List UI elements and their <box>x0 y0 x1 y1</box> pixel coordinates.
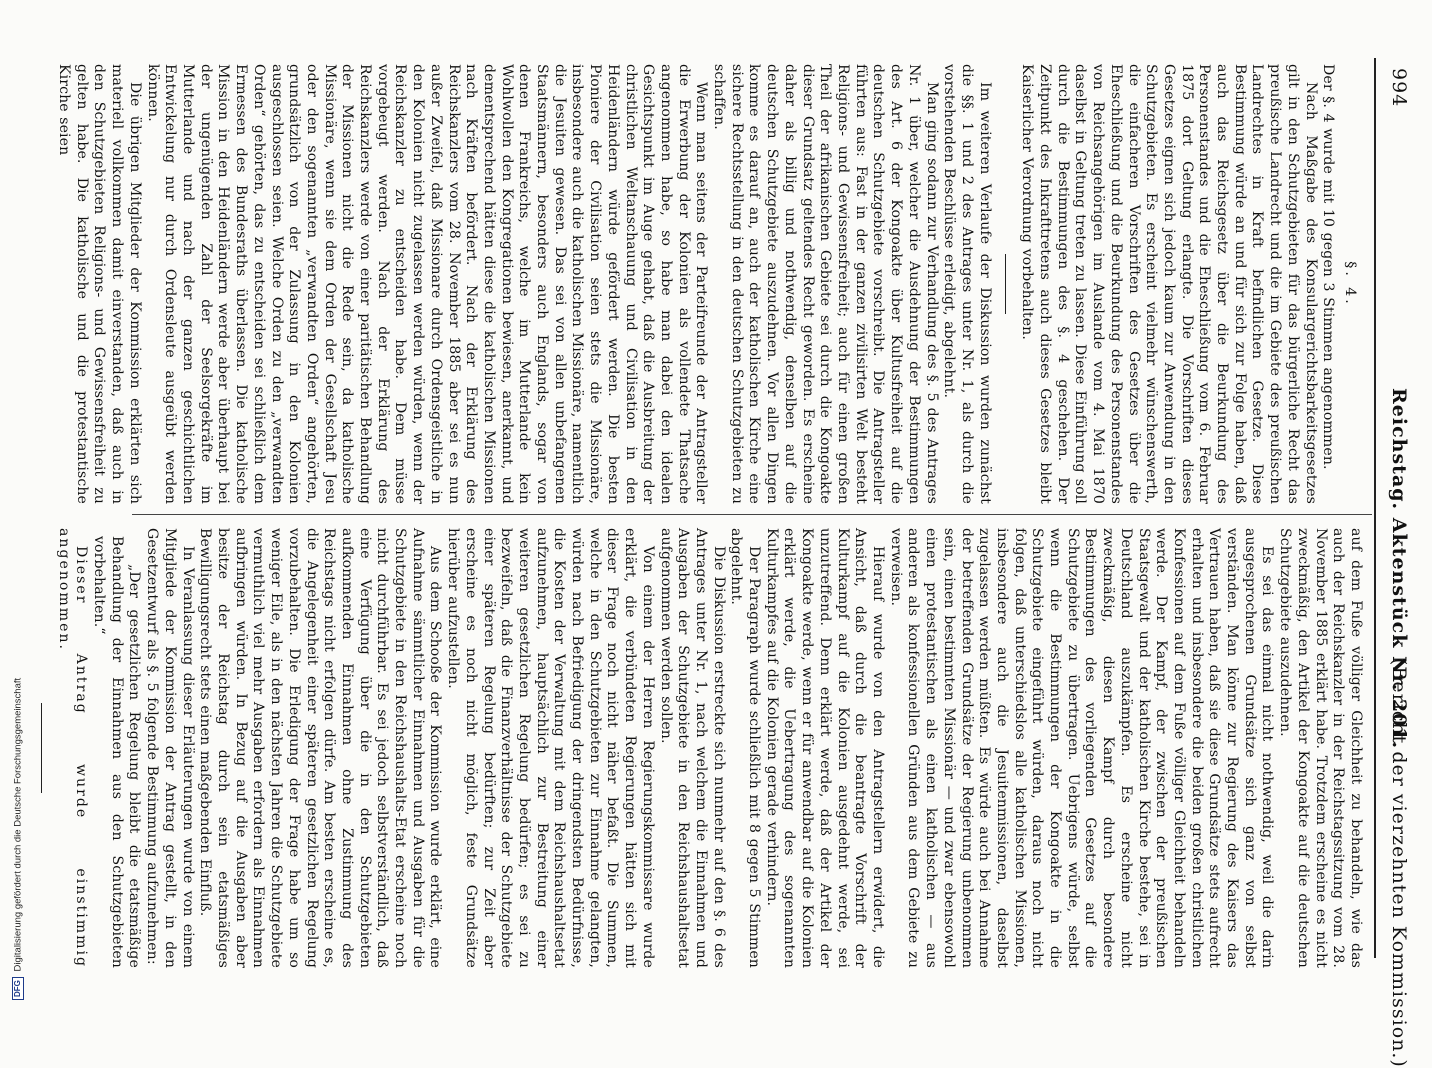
paragraph: Von einem der Herren Regierungskommissare wurde erklärt, die verbündeten Regierungen hätten sich mit dieser Frage noch nicht näher befaßt. Die Summen, welche in den Schutzgebieten zur Einnahme gelangten, würden nach Befriedigung der dringendsten Bedürfnisse, die Kosten der Verwaltung mit dem Reichshaushaltsetat aufzunehmen, hauptsächlich zur Bestreitung einer weiteren gesetzlichen Regelung bedürfen; es sei zu bezweifeln, daß die Finanzverhältnisse der Schutzgebiete einer späteren Regelung bedürften; zur Zeit aber erscheine es noch nicht möglich, feste Grundsätze hierüber aufzustellen. <box>445 528 656 968</box>
section-separator <box>1005 254 1006 314</box>
header-subtitle: (Bericht der vierzehnten Kommission.) <box>1388 658 1410 1068</box>
section-heading: §. 4. <box>1342 261 1358 307</box>
dfg-logo-icon: DFG <box>12 977 24 1000</box>
rotated-document-page <box>55 58 1418 1068</box>
left-column <box>54 64 1364 504</box>
page-number: 994 <box>1388 68 1410 108</box>
section-separator <box>41 703 42 793</box>
paragraph: auf dem Fuße völliger Gleichheit zu behandeln, wie das auch der Reichskanzler in der Reichstagssitzung vom 28. November 1885 erklärt habe. Trotzdem erscheine es nicht zweckmäßig, den Artikel der Kongoakte auf die deutschen Schutzgebiete auszudehnen. <box>1277 528 1364 968</box>
right-column <box>29 528 1364 968</box>
paragraph: Dieser Antrag wurde einstimmig angenommen. <box>55 528 90 968</box>
header-rule <box>1374 58 1376 958</box>
digitization-credit <box>12 600 26 1000</box>
paragraph: Der Paragraph wurde schließlich mit 8 gegen 5 Stimmen abgelehnt. <box>728 528 763 968</box>
paragraph: Der §. 4 wurde mit 10 gegen 3 Stimmen angenommen. <box>1320 64 1337 470</box>
paragraph: In Veranlassung dieser Erläuterungen wurde von einem Mitgliede der Kommission der Antrag gestellt, in den Gesetzentwurf als §. 5 folgende Bestimmung aufzunehmen: <box>144 528 196 968</box>
paragraph: Man ging sodann zur Verhandlung des §. 5 des Antrages Nr. 1 über, welcher die Ausdehnung der Bestimmungen des Art. 6 der Kongoakte über Kultusfreiheit auf die deutschen Schutzgebiete vorschreibt. Die Antragsteller führten aus: Fast in der ganzen zivilisirten Welt besteht Religions- und Gewissensfreiheit; auch für einen großen Theil der afrikanischen Gebiete sei durch die Kongoakte dieser Grundsatz geltendes Recht geworden. Es erscheine daher als billig und nothwendig, denselben auf die deutschen Schutzgebiete auszudehnen. Vor allen Dingen komme es darauf an, auch der katholischen Kirche eine sichere Rechtsstellung in den deutschen Schutzgebieten zu schaffen. <box>711 64 940 504</box>
paragraph: „Der gesetzlichen Regelung bleibt die etatsmäßige Behandlung der Einnahmen aus den Schutzgebieten vorbehalten.“ <box>91 536 143 968</box>
paragraph: Im weiteren Verlaufe der Diskussion wurden zunächst die §§. 1 und 2 des Antrages unter Nr. 1, als durch die vorstehenden Beschlüsse erledigt, abgelehnt. <box>941 64 993 504</box>
credit-text: Digitalisierung gefördert durch die Deutsche Forschungsgemeinschaft <box>12 677 24 972</box>
paragraph: Die übrigen Mitglieder der Kommission erklärten sich materiell vollkommen damit einverstanden, daß auch in den Schutzgebieten Religions- und Gewissensfreiheit zu gelten habe. Die katholische und die protestantische Kirche seien <box>56 64 143 504</box>
paragraph: Wenn man seitens der Parteifreunde der Antragsteller die Erwerbung der Kolonien als vollendete Thatsache angenommen habe, so habe man dabei den idealen Gesichtspunkt im Auge gehabt, daß die Ausbreitung der christlichen Weltanschauung und Civilisation in den Heidenländern würde gefördert werden. Die besten Pioniere der Civilisation seien stets die Missionäre, insbesondere auch die katholischen Missionäre, namentlich die Jesuiten gewesen. Das sei von allen unbefangenen Staatsmännern, besonders auch Englands, sogar von denen Frankreichs, welche im Mutterlande kein Wohlwollen den Kongregationen bewiesen, anerkannt, und dementsprechend hätten diese die katholischen Missionen nach Kräften befördert. Nach der Erklärung des Reichskanzlers vom 28. November 1885 aber sei es nun außer Zweifel, daß Missionare durch Ordensgeistliche in den Kolonien nicht zugelassen werden würden, wenn der Reichskanzler zu entscheiden habe. Dem müsse vorgebeugt werden. Nach der Erklärung des Reichskanzlers werde von einer paritätischen Behandlung der Missionen nicht die Rede sein, da katholische Missionäre, wenn sie dem Orden der Gesellschaft Jesu oder den sogenannten „verwandten Orden“ angehörten, grundsätzlich von der Zulassung in den Kolonien ausgeschlossen seien. Welche Orden zu den „verwandten Orden“ gehörten, das zu entscheiden sei schließlich dem Ermessen des Bundesraths überlassen. Die katholische Mission in den Heidenländern werde aber überhaupt bei der ungenügenden Zahl der Seelsorgekräfte im Mutterlande und nach der ganzen geschichtlichen Entwickelung nur durch Ordensleute ausgeübt werden können. <box>144 64 710 504</box>
paragraph: Aus dem Schooße der Kommission wurde erklärt, eine Aufnahme sämmtlicher Einnahmen und Ausgaben für die Schutzgebiete in den Reichshaushalts-Etat erscheine noch nicht durchführbar. Es sei jedoch selbstverständlich, daß eine Verfügung über die in den Schutzgebieten aufkommenden Einnahmen ohne Zustimmung des Reichstags nicht erfolgen dürfe. Am besten erscheine es, die Angelegenheit einer späteren gesetzlichen Regelung vorzubehalten. Die Erledigung der Frage habe um so weniger Eile, als in den nächsten Jahren die Schutzgebiete vermuthlich viel mehr Ausgaben erfordern als Einnahmen aufbringen würden. In Bezug auf die Ausgaben aber besitze der Reichstag durch sein etatsmäßiges Bewilligungsrecht stets einen maßgebenden Einfluß. <box>197 528 444 968</box>
paragraph: Es sei das einmal nicht nothwendig, weil die darin ausgesprochenen Grundsätze sich ganz von selbst verständen. Man könne zur Regierung des Kaisers das Vertrauen haben, daß sie diese Grundsätze stets aufrecht erhalten und insbesondere die beiden großen christlichen Konfessionen auf dem Fuße völliger Gleichheit behandeln werde. Der Kampf, der zwischen der preußischen Staatsgewalt und der katholischen Kirche bestehe, sei in Deutschland auszukämpfen. Es erscheine nicht zweckmäßig, diesen Kampf durch besondere Bestimmungen des vorliegenden Gesetzes auf die Schutzgebiete zu übertragen. Uebrigens würde, selbst wenn die Bestimmungen der Kongoakte in die Schutzgebiete eingeführt würden, daraus noch nicht folgen, daß unterschiedslos alle katholischen Missionen, insbesondere auch die Jesuitenmissionen, daselbst zugelassen werden müßten. Es würde auch bei Annahme der betreffenden Grundsätze der Regierung unbenommen sein, einen bestimmten Missionär — und zwar ebensowohl einen protestantischen als einen katholischen — aus anderen als konfessionellen Gründen aus dem Gebiete zu verweisen. <box>887 528 1276 968</box>
paragraph: Nach Maßgabe des Konsulargerichtsbarkeitsgesetzes gilt in den Schutzgebieten für das bürgerliche Recht das preußische Landrecht und die im Gebiete des preußischen Landrechtes in Kraft befindlichen Gesetze. Diese Bestimmung würde an und für sich zur Folge haben, daß auch das Reichsgesetz über die Beurkundung des Personenstandes und die Eheschließung vom 6. Februar 1875 dort Geltung erlangte. Die Vorschriften dieses Gesetzes eignen sich jedoch kaum zur Anwendung in den Schutzgebieten. Es erscheint vielmehr wünschenswerth, die einfacheren Vorschriften des Gesetzes über die Eheschließung und die Beurkundung des Personenstandes von Reichsangehörigen im Auslande vom 4. Mai 1870 daselbst in Geltung treten zu lassen. Diese Einführung soll durch die Bestimmungen des §. 4 geschehen. Der Zeitpunkt des Inkrafttretens auch dieses Gesetzes bleibt Kaiserlicher Verordnung vorbehalten. <box>1019 64 1319 504</box>
page-header <box>1382 58 1418 1068</box>
column-divider <box>132 514 1372 515</box>
paragraph: Hierauf wurde von den Antragstellern erwidert, die Ansicht, daß durch die beantragte Vorschrift der Kulturkampf auf die Kolonien ausgedehnt werde, sei unzutreffend. Denn erklärt werde, daß der Artikel der Kongoakte werde, wenn er für anwendbar auf die Kolonien erklärt werde, die Uebertragung des sogenannten Kulturkampfes auf die Kolonien gerade verhindern. <box>763 528 887 968</box>
header-title: Reichstag. Aktenstück Nr. 201. <box>1388 388 1410 750</box>
paragraph: Die Diskussion erstreckte sich nunmehr auf den §. 6 des Antrages unter Nr. 1, nach welchem die Einnahmen und Ausgaben der Schutzgebiete in den Reichshaushaltsetat aufgenommen werden sollen. <box>657 528 727 968</box>
